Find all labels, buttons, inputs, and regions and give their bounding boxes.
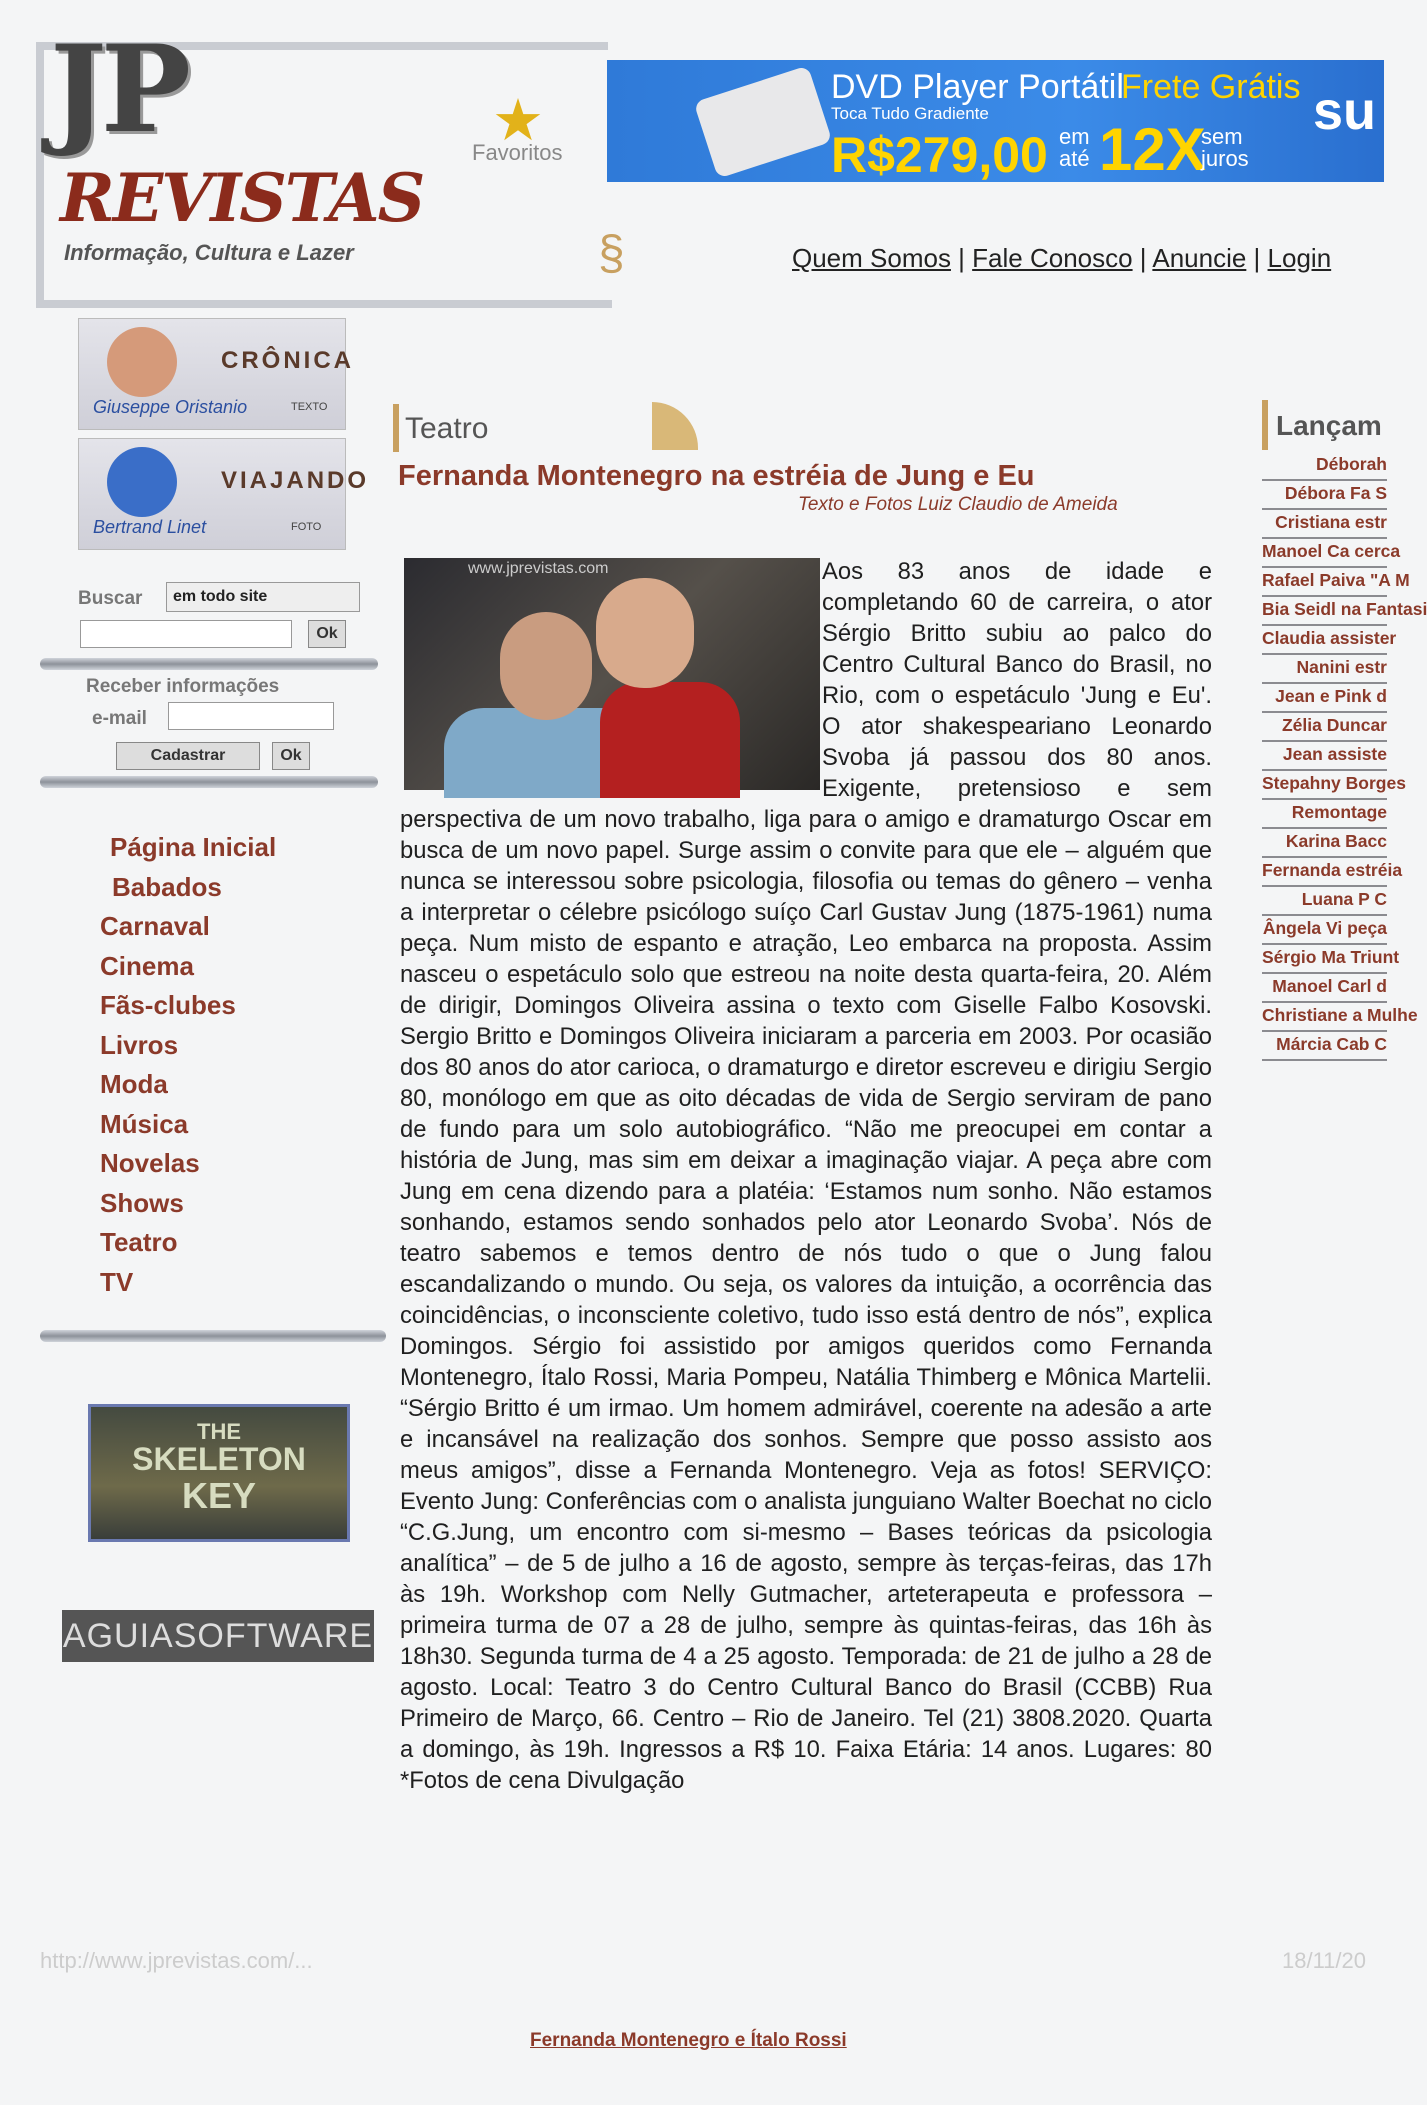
section-title: Teatro [405,412,489,445]
article-body-text: Aos 83 anos de idade e completando 60 de carreira, o ator Sérgio Britto subiu ao palco do Centro Cultural Banco do Brasil, no Rio, com o espetáculo 'Jung e Eu'. O ator shakespeariano Leonardo Svoba já passou dos 80 anos. Exigente, pretensioso e sem perspectiva de um novo trabalho, liga para o amigo e dramaturgo Oscar em busca de um novo papel. Surge assim o convite para que ele – alguém que nunca se interessou sobre psicologia, filosofia ou temas do gênero – venha a interpretar o célebre psicólogo suíço Carl Gustav Jung (1875-1961) numa peça. Num misto de espanto e atração, Leo embarca na proposta. Assim nasceu o espetáculo solo que estreou na noite desta quarta-feira, 20. Além de dirigir, Domingos Oliveira assina o texto com Giselle Falbo Kosovski. Sergio Britto e Domingos Oliveira iniciaram a parceria em 2003. Por ocasião dos 80 anos do ator carioca, o dramaturgo e diretor escreveu e dirigiu Sergio 80, monólogo em que as oito décadas de vida de Sergio serviram de pano de fundo para um solo autobiográfico. “Não me preocupei em contar a história de Jung, mas sim em deixar a imaginação viajar. A peça abre com Jung em cena dizendo para a platéia: ‘Estamos num sonho. Não estamos sonhando, estamos sendo sonhados pelo ator Leonardo Svoba’. Nós de teatro sabemos e temos dentro de nós tudo o que o Jung falou escandalizando o mundo. Ou seja, os valores da intuição, a ocorrência das coincidências, o inconsciente coletivo, tudo isso está dentro de nós”, explica Domingos. Sérgio foi assistido por amigos queridos como Fernanda Montenegro, Ítalo Rossi, Maria Pompeu, Natália Thimberg e Mônica Martelii. “Sérgio Britto é um irmao. Um homem admirável, coerente na adesão a arte e incansável na realização dos sonhos. Sempre que posso assisto aos meus amigos”, disse a Fernanda Montenegro. Veja as fotos! SERVIÇO: Evento Jung: Conferências com o analista junguiano Walter Boechat no ciclo “C.G.Jung, um encontro com si-mesmo – Bases teóricas da psicologia analítica” – de 5 de julho a 16 de agosto, sempre às terças-feiras, das 17h às 19h. Workshop com Nelly Gutmacher, arteterapeuta e professora – primeira turma de 07 a 28 de julho, sempre às quintas-feiras, das 16h às 18h30. Segunda turma de 4 a 25 agosto. Temporada: de 21 de julho a 28 de agosto. Local: Teatro 3 do Centro Cultural Banco do Brasil (CCBB) Rua Primeiro de Março, 66. Centro – Rio de Janeiro. Tel (21) 3808.2020. Quarta a domingo, às 19h. Ingressos a R$ 10. Faixa Etária: 14 anos. Lugares: 80 *Fotos de cena Divulgação [400,558,1212,1794]
photo-float-spacer [400,556,822,792]
newsletter-label: Receber informações [86,676,280,697]
nav-fale-conosco[interactable]: Fale Conosco [972,243,1133,273]
list-item[interactable]: Sérgio Ma Triunt [1262,945,1387,974]
section-marker [1262,400,1268,450]
ad-text: SKELETON [132,1441,306,1477]
category-menu [100,828,276,1302]
dvd-player-icon [694,65,833,178]
nav-anuncie[interactable]: Anuncie [1152,243,1247,273]
menu-item-tv[interactable]: TV [100,1266,134,1297]
photo-watermark: www.jprevistas.com [468,560,609,577]
banner-installments: 12X [1099,116,1206,183]
viajando-card[interactable] [78,438,370,550]
ornament-icon: § [598,227,625,280]
menu-item-livros[interactable]: Livros [100,1029,179,1060]
list-item[interactable]: Manoel Carl d [1262,974,1387,1003]
right-column-title: Lançam [1276,410,1382,441]
cronica-card[interactable] [78,318,354,430]
banner-trailing-text: su [1313,81,1377,141]
card-title: CRÔNICA [221,347,354,374]
list-item[interactable]: Débora Fa S [1262,481,1387,510]
article-credit: Texto e Fotos Luiz Claudio de Ameida [798,494,1118,515]
menu-item-babados[interactable]: Babados [112,871,222,902]
banner-installments-suffix: sem juros [1201,124,1249,171]
menu-item-novelas[interactable]: Novelas [100,1148,200,1178]
search-label: Buscar [78,588,143,609]
ad-text: THE [197,1419,241,1444]
list-item[interactable]: Nanini estr [1262,655,1387,684]
nav-quem-somos[interactable]: Quem Somos [792,243,951,273]
list-item[interactable]: Karina Bacc [1262,829,1387,858]
list-item[interactable]: Fernanda estréia [1262,858,1387,887]
menu-item-shows[interactable]: Shows [100,1187,184,1218]
search-scope-select[interactable]: em todo site [166,582,360,612]
star-icon[interactable]: ★ [492,88,544,153]
divider [40,1330,386,1342]
article-body [400,556,1212,1796]
menu-item-moda[interactable]: Moda [100,1069,168,1099]
list-item[interactable]: Déborah [1262,452,1387,481]
avatar [107,447,177,517]
subscribe-button[interactable]: Cadastrar [116,742,260,770]
site-logo[interactable]: JP [50,19,186,160]
list-item[interactable]: Manoel Ca cerca [1262,539,1387,568]
list-item[interactable]: Jean assiste [1262,742,1387,771]
menu-item-carnaval[interactable]: Carnaval [100,911,210,941]
banner-subtitle: Toca Tudo Gradiente [831,104,989,123]
list-item[interactable]: Zélia Duncar [1262,713,1387,742]
subscribe-ok-button[interactable]: Ok [272,742,310,770]
banner-price: R$279,00 [831,127,1048,183]
section-ornament [652,402,698,450]
favorites-link[interactable]: Favoritos [472,140,563,165]
card-author: Bertrand Linet [93,517,207,537]
divider [40,658,378,670]
article-title: Fernanda Montenegro na estréia de Jung e Eu [398,460,1035,492]
list-item[interactable]: Christiane a Mulhe [1262,1003,1387,1032]
top-nav: Quem Somos | Fale Conosco | Anuncie | Login [792,243,1332,273]
menu-item-cinema[interactable]: Cinema [100,950,194,981]
site-logo-revistas[interactable]: REVISTAS [60,159,424,237]
search-ok-button[interactable]: Ok [308,620,346,648]
email-label: e-mail [92,708,147,729]
banner-free-shipping: Frete Grátis [1121,68,1301,106]
list-item[interactable]: Márcia Cab C [1262,1032,1387,1061]
footer-url: http://www.jprevistas.com/... [40,1948,313,1973]
card-title: VIAJANDO [221,467,370,494]
nav-login[interactable]: Login [1267,243,1332,273]
releases-list [1262,452,1427,1061]
skeleton-key-ad[interactable] [88,1404,350,1542]
aguia-software-ad[interactable]: AGUIASOFTWARE [62,1610,374,1662]
list-item[interactable]: Stepahny Borges [1262,771,1387,800]
list-item[interactable]: Claudia assister [1262,626,1387,655]
menu-item-fas-clubes[interactable]: Fãs-clubes [100,990,236,1020]
list-item[interactable]: Luana P C [1262,887,1387,916]
avatar [107,327,177,397]
list-item[interactable]: Ângela Vi peça [1262,916,1387,945]
banner-title: DVD Player Portátil [831,68,1124,106]
email-input[interactable] [168,702,334,730]
ad-text: KEY [181,1475,257,1516]
menu-item-pagina-inicial[interactable]: Página Inicial [110,832,277,862]
dvd-banner-ad[interactable] [607,60,1384,182]
site-tagline: Informação, Cultura e Lazer [64,240,354,265]
banner-installments-prefix: em até [1059,124,1090,171]
list-item[interactable]: Remontage [1262,800,1387,829]
list-item[interactable]: Bia Seidl na Fantasi [1262,597,1387,626]
menu-item-teatro[interactable]: Teatro [100,1227,178,1257]
list-item[interactable]: Jean e Pink d [1262,684,1387,713]
menu-item-musica[interactable]: Música [100,1108,189,1139]
list-item[interactable]: Rafael Paiva "A M [1262,568,1387,597]
footer-date: 18/11/20 [1282,1948,1367,1973]
photo-caption-link[interactable]: Fernanda Montenegro e Ítalo Rossi [530,2030,847,2051]
card-kind: FOTO [291,521,322,533]
divider [40,776,378,788]
card-author: Giuseppe Oristanio [93,397,248,417]
list-item[interactable]: Cristiana estr [1262,510,1387,539]
card-kind: TEXTO [291,401,328,413]
section-marker [393,404,399,452]
search-input[interactable] [80,620,292,648]
